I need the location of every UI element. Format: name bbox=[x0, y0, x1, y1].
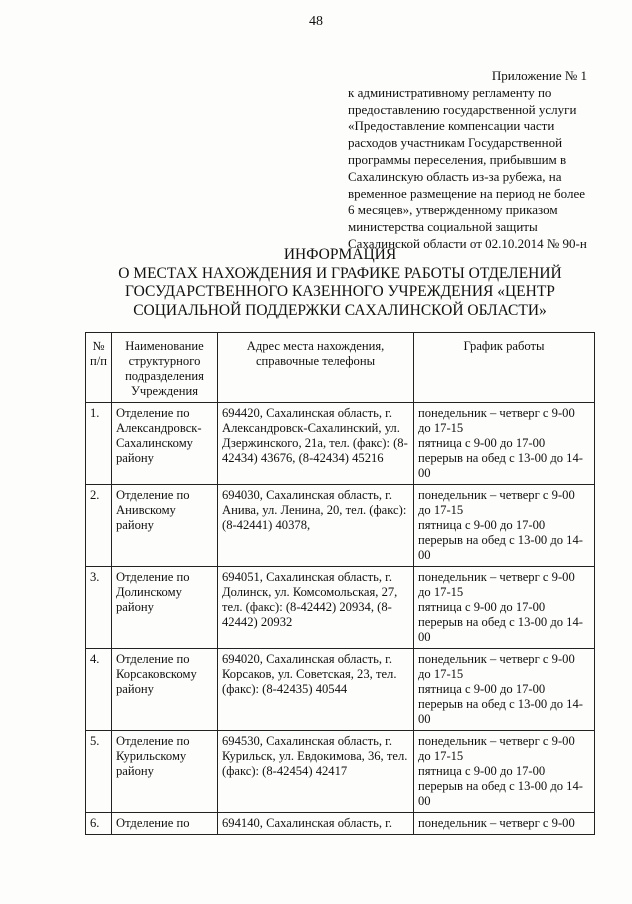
cell-address: 694140, Сахалинская область, г. bbox=[218, 813, 414, 835]
schedule-line: понедельник – четверг с 9-00 до 17-15 bbox=[418, 488, 575, 517]
appendix-heading: Приложение № 1 bbox=[491, 68, 587, 83]
page-number: 48 bbox=[309, 14, 323, 29]
cell-name: Отделение по Корсаковскому району bbox=[112, 649, 218, 731]
schedule-line: пятница с 9-00 до 17-00 bbox=[418, 600, 546, 614]
table-row bbox=[86, 731, 595, 813]
table-row bbox=[86, 649, 595, 731]
appendix-line: расходов участникам Государственной bbox=[348, 135, 563, 151]
cell-num: 1. bbox=[86, 403, 112, 485]
appendix-line: временное размещение на период не более bbox=[348, 185, 586, 201]
schedule-line: понедельник – четверг с 9-00 bbox=[418, 816, 575, 830]
cell-address: 694030, Сахалинская область, г. Анива, ул. Ленина, 20, тел. (факс): (8-42441) 40378, bbox=[218, 485, 414, 567]
schedule-line: понедельник – четверг с 9-00 до 17-15 bbox=[418, 734, 575, 763]
cell-schedule bbox=[414, 813, 595, 835]
cell-schedule bbox=[414, 567, 595, 649]
document-title bbox=[90, 246, 590, 320]
schedule-line: перерыв на обед с 13-00 до 14-00 bbox=[418, 697, 583, 726]
cell-name: Отделение по bbox=[112, 813, 218, 835]
offices-table bbox=[85, 332, 595, 835]
schedule-line: перерыв на обед с 13-00 до 14-00 bbox=[418, 451, 583, 480]
cell-name: Отделение по Анивскому району bbox=[112, 485, 218, 567]
schedule-line: перерыв на обед с 13-00 до 14-00 bbox=[418, 533, 583, 562]
appendix-line: министерства социальной защиты bbox=[348, 219, 538, 235]
cell-schedule bbox=[414, 649, 595, 731]
cell-num: 5. bbox=[86, 731, 112, 813]
table-row bbox=[86, 813, 595, 835]
schedule-line: пятница с 9-00 до 17-00 bbox=[418, 436, 546, 450]
schedule-line: перерыв на обед с 13-00 до 14-00 bbox=[418, 615, 583, 644]
header-schedule: График работы bbox=[414, 333, 595, 403]
table-header-row bbox=[86, 333, 595, 403]
schedule-line: пятница с 9-00 до 17-00 bbox=[418, 764, 546, 778]
title-line: О МЕСТАХ НАХОЖДЕНИЯ И ГРАФИКЕ РАБОТЫ ОТДЕЛЕНИЙ bbox=[118, 264, 562, 282]
header-num: № п/п bbox=[86, 333, 112, 403]
title-line: СОЦИАЛЬНОЙ ПОДДЕРЖКИ САХАЛИНСКОЙ ОБЛАСТИ» bbox=[133, 301, 547, 319]
cell-name: Отделение по Курильскому району bbox=[112, 731, 218, 813]
cell-num: 4. bbox=[86, 649, 112, 731]
appendix-line: «Предоставление компенсации части bbox=[348, 118, 555, 134]
schedule-line: понедельник – четверг с 9-00 до 17-15 bbox=[418, 652, 575, 681]
appendix-line: Сахалинскую область из-за рубежа, на bbox=[348, 168, 562, 184]
appendix-line: предоставлению государственной услуги bbox=[348, 101, 577, 117]
appendix-line: 6 месяцев», утвержденному приказом bbox=[348, 202, 558, 218]
cell-address: 694051, Сахалинская область, г. Долинск, ул. Комсомольская, 27, тел. (факс): (8-42442) 20934, (8-42442) 20932 bbox=[218, 567, 414, 649]
schedule-line: понедельник – четверг с 9-00 до 17-15 bbox=[418, 406, 575, 435]
header-address: Адрес места нахождения, справочные телефоны bbox=[218, 333, 414, 403]
table-row bbox=[86, 403, 595, 485]
title-line: ГОСУДАРСТВЕННОГО КАЗЕННОГО УЧРЕЖДЕНИЯ «ЦЕНТР bbox=[125, 283, 555, 300]
cell-num: 3. bbox=[86, 567, 112, 649]
cell-num: 2. bbox=[86, 485, 112, 567]
appendix-line: к административному регламенту по bbox=[348, 84, 552, 100]
title-line: ИНФОРМАЦИЯ bbox=[283, 246, 397, 263]
cell-address: 694420, Сахалинская область, г. Александровск-Сахалинский, ул. Дзержинского, 21а, тел. (факс): (8-42434) 43676, (8-42434) 45216 bbox=[218, 403, 414, 485]
schedule-line: пятница с 9-00 до 17-00 bbox=[418, 518, 546, 532]
cell-name: Отделение по Александровск-Сахалинскому району bbox=[112, 403, 218, 485]
appendix-line: программы переселения, прибывшим в bbox=[348, 151, 567, 167]
schedule-line: перерыв на обед с 13-00 до 14-00 bbox=[418, 779, 583, 808]
cell-address: 694020, Сахалинская область, г. Корсаков, ул. Советская, 23, тел. (факс): (8-42435) 40544 bbox=[218, 649, 414, 731]
table-row bbox=[86, 567, 595, 649]
cell-schedule bbox=[414, 731, 595, 813]
cell-name: Отделение по Долинскому району bbox=[112, 567, 218, 649]
appendix-line: Сахалинской области от 02.10.2014 № 90-н bbox=[348, 235, 587, 251]
schedule-line: понедельник – четверг с 9-00 до 17-15 bbox=[418, 570, 575, 599]
table-row bbox=[86, 485, 595, 567]
appendix-block bbox=[348, 68, 587, 253]
header-name: Наименование структурного подразделения Учреждения bbox=[112, 333, 218, 403]
cell-schedule bbox=[414, 485, 595, 567]
cell-schedule bbox=[414, 403, 595, 485]
cell-num: 6. bbox=[86, 813, 112, 835]
schedule-line: пятница с 9-00 до 17-00 bbox=[418, 682, 546, 696]
cell-address: 694530, Сахалинская область, г. Курильск, ул. Евдокимова, 36, тел. (факс): (8-42454) 42417 bbox=[218, 731, 414, 813]
